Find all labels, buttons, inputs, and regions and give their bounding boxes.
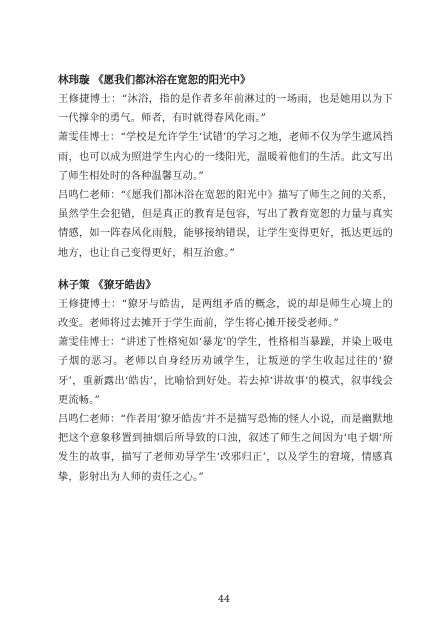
page-content: [58, 72, 393, 487]
section-title: 林玮璇 《愿我们都沐浴在宽恕的阳光中》: [58, 74, 251, 86]
section-title: 林子策 《獠牙皓齿》: [58, 278, 157, 291]
comment-paragraph: 萧雯佳博士：“学校是允许学生‘试错’的学习之地，老师不仅为学生遮风挡雨，也可以成为照进学生内心的一缕阳光，温暖着他们的生活。此文写出了师生相处时的各种温馨互动。”: [58, 132, 393, 182]
comment-paragraph: 吕鸣仁老师：“《愿我们都沐浴在宽恕的阳光中》描写了师生之间的关系，虽然学生会犯错，但是真正的教育是包容，写出了教育宽恕的力量与真实情感，如一阵春风化雨般，能够接纳错误，让学生变得更好，抵达更远的地方，也让自己变得更好，相互治愈。”: [58, 190, 393, 259]
comment-paragraph: 王修捷博士：“沐浴，指的是作者多年前淋过的一场雨，也是她用以为下一代撑伞的勇气。师者，有时就得春风化雨。”: [58, 94, 393, 125]
comment-paragraph: 萧雯佳博士：“讲述了性格宛如‘暴龙’的学生，性格相当暴躁，并染上吸电子烟的恶习。老师以自身经历劝诫学生，让叛逆的学生收起过往的‘獠牙’，重新露出‘皓齿’，比喻恰到好处。若去掉‘讲故事’的模式，叙事线会更流畅。”: [58, 337, 393, 406]
comment-paragraph: 吕鸣仁老师：“作者用‘獠牙皓齿’并不是描写恐怖的怪人小说，而是幽默地把这个意象移置到抽烟后所导致的口浊，叙述了师生之间因为‘电子烟’所发生的故事，描写了老师劝导学生‘改邪归正’，以及学生的窘境，情感真挚，影射出为人师的责任之心。”: [58, 414, 393, 483]
review-section: [58, 277, 393, 487]
review-section: [58, 72, 393, 263]
comment-paragraph: 王修捷博士：“獠牙与皓齿，是两组矛盾的概念，说的却是师生心境上的改变。老师将过去摊开于学生面前，学生将心摊开接受老师。”: [58, 298, 393, 330]
page-number: 44: [217, 594, 231, 605]
